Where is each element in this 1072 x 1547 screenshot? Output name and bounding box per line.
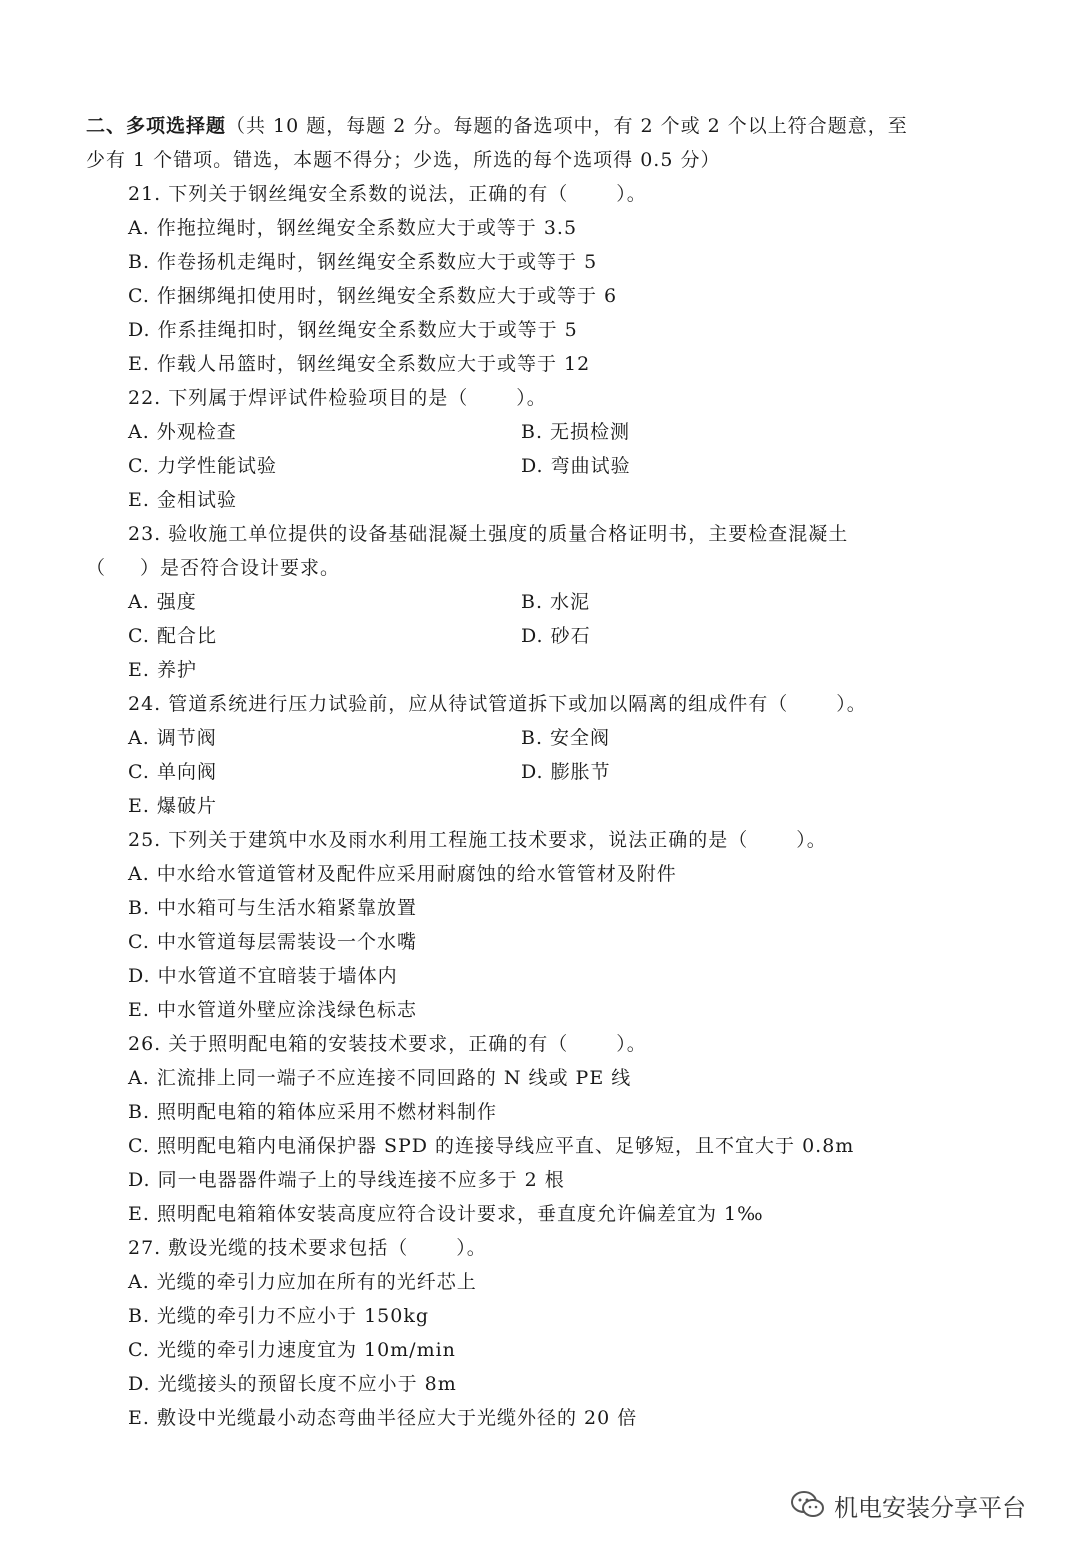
q21-option-b: B. 作卷扬机走绳时，钢丝绳安全系数应大于或等于 5: [128, 251, 598, 273]
q24-option-e: E. 爆破片: [128, 795, 217, 817]
q26-option-e: E. 照明配电箱箱体安装高度应符合设计要求，垂直度允许偏差宜为 1‰: [128, 1203, 764, 1225]
q22-option-c: C. 力学性能试验: [128, 455, 277, 477]
question-21-stem: 21. 下列关于钢丝绳安全系数的说法，正确的有（ ）。: [128, 183, 647, 205]
q23-option-e: E. 养护: [128, 659, 197, 681]
q22-option-e: E. 金相试验: [128, 489, 237, 511]
q26-option-c: C. 照明配电箱内电涌保护器 SPD 的连接导线应平直、足够短，且不宜大于 0.8m: [128, 1135, 855, 1157]
section-intro-line1: 二、多项选择题（共 10 题，每题 2 分。每题的备选项中，有 2 个或 2 个以上符合题意，至: [86, 115, 908, 137]
q26-option-d: D. 同一电器器件端子上的导线连接不应多于 2 根: [128, 1169, 565, 1191]
q27-option-b: B. 光缆的牵引力不应小于 150kg: [128, 1305, 430, 1327]
section-intro-line2: 少有 1 个错项。错选，本题不得分；少选，所选的每个选项得 0.5 分）: [86, 149, 721, 171]
q27-option-e: E. 敷设中光缆最小动态弯曲半径应大于光缆外径的 20 倍: [128, 1407, 638, 1429]
q25-option-d: D. 中水管道不宜暗装于墙体内: [128, 965, 398, 987]
q27-option-c: C. 光缆的牵引力速度宜为 10m/min: [128, 1339, 456, 1361]
q21-option-e: E. 作载人吊篮时，钢丝绳安全系数应大于或等于 12: [128, 353, 591, 375]
q23-option-b: B. 水泥: [521, 591, 591, 613]
q25-option-e: E. 中水管道外壁应涂浅绿色标志: [128, 999, 417, 1021]
q22-option-a: A. 外观检查: [128, 421, 237, 443]
wechat-icon: [790, 1490, 826, 1520]
q24-option-c: C. 单向阀: [128, 761, 217, 783]
q24-option-a: A. 调节阀: [128, 727, 217, 749]
q27-option-d: D. 光缆接头的预留长度不应小于 8m: [128, 1373, 457, 1395]
watermark-text: 机电安装分享平台: [834, 1493, 1026, 1522]
q27-option-a: A. 光缆的牵引力应加在所有的光纤芯上: [128, 1271, 477, 1293]
q22-option-b: B. 无损检测: [521, 421, 631, 443]
question-27-stem: 27. 敷设光缆的技术要求包括（ ）。: [128, 1237, 487, 1259]
q24-option-d: D. 膨胀节: [521, 761, 611, 783]
q23-option-a: A. 强度: [128, 591, 197, 613]
q21-option-a: A. 作拖拉绳时，钢丝绳安全系数应大于或等于 3.5: [128, 217, 578, 239]
question-24-stem: 24. 管道系统进行压力试验前，应从待试管道拆下或加以隔离的组成件有（ ）。: [128, 693, 867, 715]
q25-option-a: A. 中水给水管道管材及配件应采用耐腐蚀的给水管管材及附件: [128, 863, 677, 885]
question-22-stem: 22. 下列属于焊评试件检验项目的是（ ）。: [128, 387, 547, 409]
q25-option-c: C. 中水管道每层需装设一个水嘴: [128, 931, 417, 953]
question-23-stem-line2: （ ）是否符合设计要求。: [86, 557, 341, 579]
q21-option-d: D. 作系挂绳扣时，钢丝绳安全系数应大于或等于 5: [128, 319, 578, 341]
watermark: [790, 1485, 1026, 1525]
q23-option-c: C. 配合比: [128, 625, 217, 647]
q21-option-c: C. 作捆绑绳扣使用时，钢丝绳安全系数应大于或等于 6: [128, 285, 618, 307]
q26-option-b: B. 照明配电箱的箱体应采用不燃材料制作: [128, 1101, 498, 1123]
q24-option-b: B. 安全阀: [521, 727, 611, 749]
q22-option-d: D. 弯曲试验: [521, 455, 631, 477]
q25-option-b: B. 中水箱可与生活水箱紧靠放置: [128, 897, 418, 919]
question-25-stem: 25. 下列关于建筑中水及雨水利用工程施工技术要求，说法正确的是（ ）。: [128, 829, 827, 851]
q26-option-a: A. 汇流排上同一端子不应连接不同回路的 N 线或 PE 线: [128, 1067, 632, 1089]
question-23-stem-line1: 23. 验收施工单位提供的设备基础混凝土强度的质量合格证明书，主要检查混凝土: [128, 523, 849, 545]
section-title: 二、多项选择题: [86, 115, 227, 137]
q23-option-d: D. 砂石: [521, 625, 591, 647]
question-26-stem: 26. 关于照明配电箱的安装技术要求，正确的有（ ）。: [128, 1033, 647, 1055]
